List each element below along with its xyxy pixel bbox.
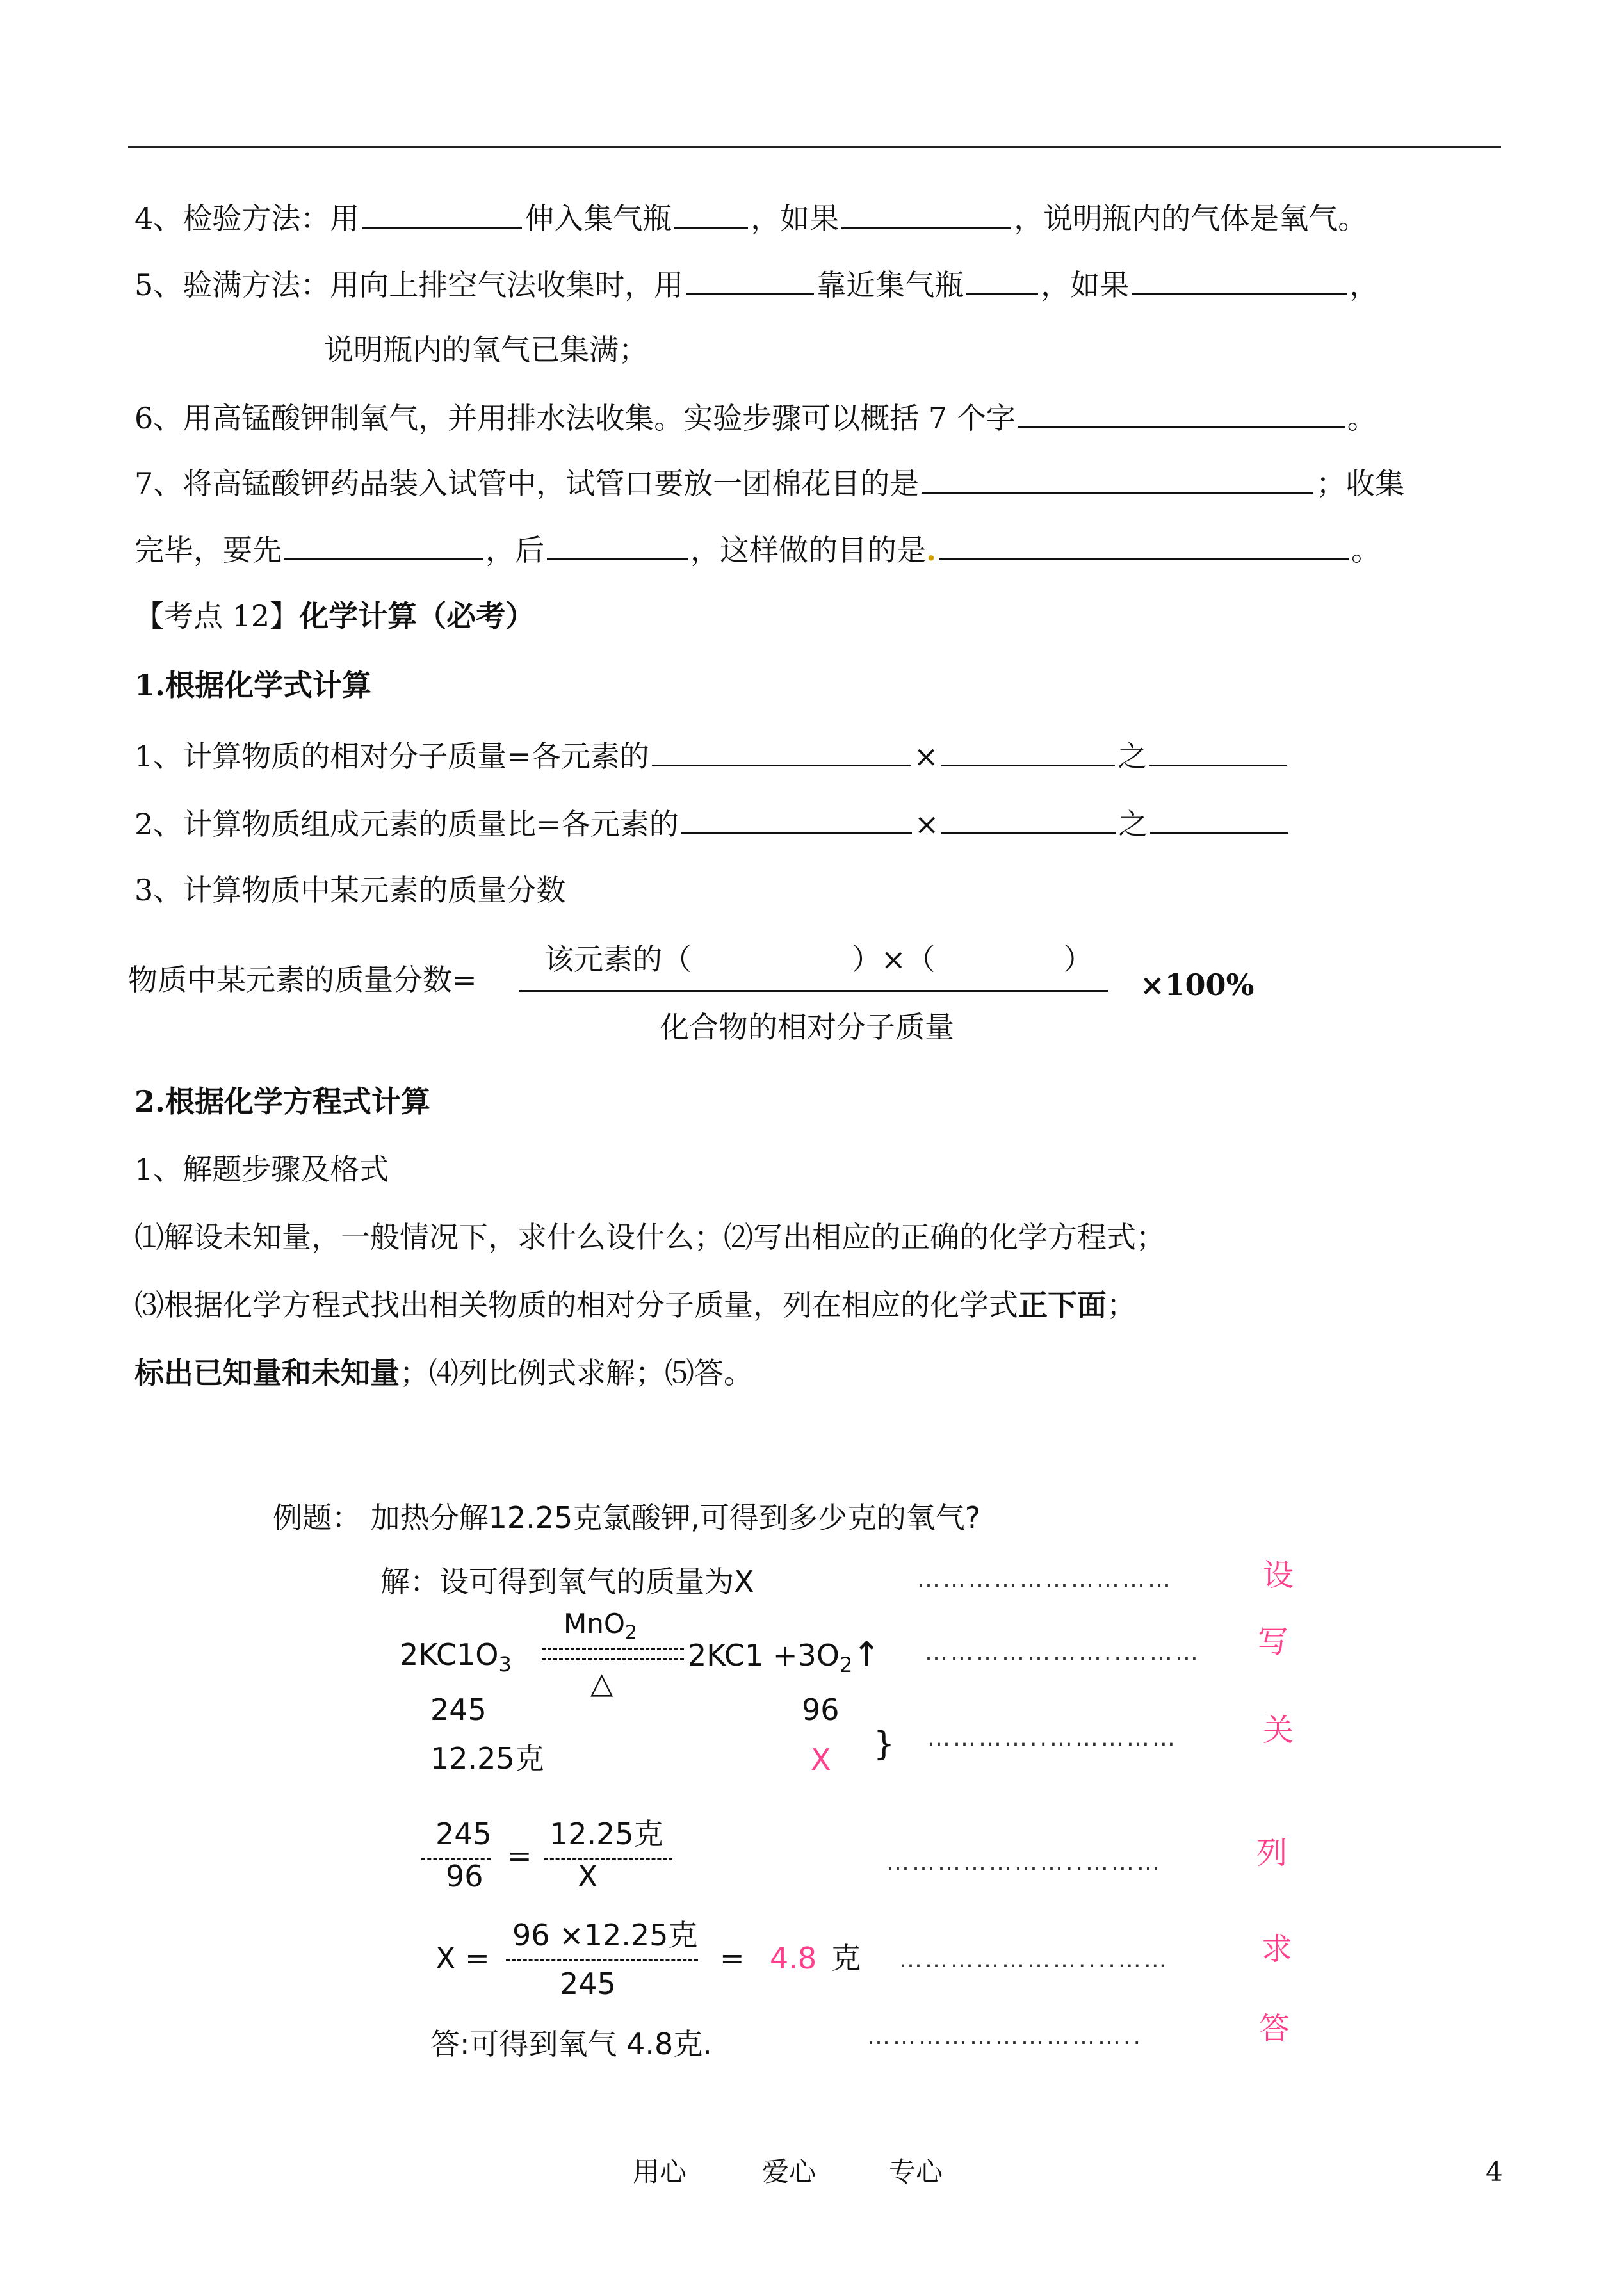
fraction-numerator xyxy=(544,940,1093,978)
solve-numerator: 96 ×12.25克 xyxy=(512,1918,698,1952)
text: 5、验满方法：用向上排空气法收集时，用 xyxy=(134,268,684,302)
solve-bar xyxy=(506,1959,698,1961)
subscript: 2 xyxy=(624,1621,638,1644)
blank xyxy=(686,264,814,295)
mark-relate: 关 xyxy=(1263,1712,1294,1748)
example-question: 例题： 加热分解12.25克氯酸钾,可得到多少克的氧气? xyxy=(273,1500,981,1535)
text: 2KC1O xyxy=(400,1637,499,1672)
brace: } xyxy=(873,1725,895,1764)
eq-left xyxy=(400,1637,512,1682)
s1-item-2 xyxy=(134,803,1290,843)
section-1-title: 1.根据化学式计算 xyxy=(134,668,372,702)
text: ，后 xyxy=(485,533,544,567)
blank xyxy=(284,529,483,560)
text: 【考点 12】 xyxy=(134,599,300,633)
mass-kclo3: 245 xyxy=(430,1692,487,1727)
s2-step-1-2: ⑴解设未知量，一般情况下，求什么设什么；⑵写出相应的正确的化学方程式； xyxy=(134,1220,1165,1254)
text: ；收集 xyxy=(1316,466,1405,501)
leader-1: ………………………… xyxy=(917,1566,1173,1593)
text: 伸入集气瓶 xyxy=(524,201,672,236)
text: 。 xyxy=(1347,401,1377,435)
blank xyxy=(1018,397,1345,428)
leader-2: …………………..……… xyxy=(925,1639,1201,1666)
text: ，如果 xyxy=(751,201,840,236)
blank xyxy=(841,197,1011,229)
text: ； xyxy=(1107,1288,1136,1322)
text: ）×（ xyxy=(852,942,936,977)
text: ，说明瓶内的气体是氧气。 xyxy=(1014,201,1368,236)
mass-o2: 96 xyxy=(802,1692,840,1727)
mark-list: 列 xyxy=(1256,1835,1288,1871)
subscript: 2 xyxy=(839,1653,853,1678)
leader-6: ………………………….. xyxy=(867,2023,1143,2050)
text: ⑶根据化学方程式找出相关物质的相对分子质量，列在相应的化学式 xyxy=(134,1288,1018,1322)
blank xyxy=(547,529,688,560)
footer-zhuanxin: 专心 xyxy=(889,2156,943,2187)
item-4-test-method xyxy=(134,197,1367,238)
step-let: 解：设可得到氧气的质量为X xyxy=(380,1564,754,1599)
text: 4、检验方法：用 xyxy=(134,201,360,236)
text: 2、计算物质组成元素的质量比=各元素的 xyxy=(134,807,679,841)
text: ， xyxy=(1349,268,1379,302)
text: MnO xyxy=(564,1608,625,1639)
text: ，如果 xyxy=(1041,268,1130,302)
mass-fraction-label: 物质中某元素的质量分数= xyxy=(128,962,477,997)
text: 正下面 xyxy=(1018,1288,1107,1322)
footer-yongxin: 用心 xyxy=(633,2156,687,2187)
fraction-denominator: 化合物的相对分子质量 xyxy=(660,1010,954,1044)
solve-value: 4.8 xyxy=(770,1941,817,1975)
prop-den-2: X xyxy=(578,1859,598,1894)
blank xyxy=(922,462,1313,494)
blank xyxy=(939,529,1349,560)
kp12-title xyxy=(134,597,535,635)
leader-4: …………………..……… xyxy=(886,1849,1162,1876)
eq-heat: △ xyxy=(590,1666,613,1700)
leader-5: …………………....…… xyxy=(899,1947,1169,1973)
fraction-bar xyxy=(519,990,1108,992)
text: 靠近集气瓶 xyxy=(816,268,964,302)
footer-aixin: 爱心 xyxy=(762,2156,816,2187)
s2-step-3 xyxy=(134,1286,1136,1324)
mark-write: 写 xyxy=(1258,1624,1289,1660)
eq-bar-top xyxy=(542,1648,684,1650)
blank xyxy=(1132,264,1347,295)
eq-catalyst xyxy=(564,1606,637,1651)
s2-step-3-cont xyxy=(134,1354,753,1392)
s1-item-1 xyxy=(134,735,1290,775)
item-7-continuation xyxy=(134,529,1381,569)
leader-3: …………..…………… xyxy=(927,1725,1178,1751)
arrow: ↑ xyxy=(852,1635,881,1674)
blank xyxy=(1150,803,1288,834)
dot-mark: . xyxy=(926,533,937,567)
solve-denominator: 245 xyxy=(560,1967,616,2001)
prop-num-2: 12.25克 xyxy=(549,1817,663,1851)
text: 该元素的（ xyxy=(544,942,692,977)
text: ） xyxy=(1063,942,1093,977)
solve-equals: = xyxy=(720,1941,745,1975)
text: 7、将高锰酸钾药品装入试管中，试管口要放一团棉花目的是 xyxy=(134,466,920,501)
mark-solve: 求 xyxy=(1262,1931,1293,1967)
text: 之 xyxy=(1117,739,1148,774)
mark-set: 设 xyxy=(1263,1557,1294,1593)
item-7-cotton xyxy=(134,462,1404,503)
subscript: 3 xyxy=(498,1652,512,1677)
mark-answer: 答 xyxy=(1259,2011,1290,2047)
blank xyxy=(681,803,912,834)
section-2-title: 2.根据化学方程式计算 xyxy=(134,1084,431,1119)
page-number: 4 xyxy=(1486,2156,1503,2187)
solve-x: X = xyxy=(435,1941,490,1975)
prop-equals: = xyxy=(507,1838,532,1873)
prop-den-1: 96 xyxy=(446,1859,483,1894)
blank xyxy=(1149,735,1287,766)
text: × xyxy=(914,807,939,841)
text: 标出已知量和未知量 xyxy=(134,1356,400,1390)
text: ，这样做的目的是 xyxy=(690,533,926,567)
text: 1、计算物质的相对分子质量=各元素的 xyxy=(134,739,649,774)
text: ；⑷列比例式求解；⑸答。 xyxy=(400,1356,753,1390)
blank xyxy=(674,197,748,229)
eq-bar-bottom xyxy=(542,1658,684,1660)
text: × xyxy=(913,739,939,774)
s1-item-3: 3、计算物质中某元素的质量分数 xyxy=(134,873,566,907)
blank xyxy=(966,264,1038,295)
unknown-x: X xyxy=(811,1742,831,1777)
prop-num-1: 245 xyxy=(435,1817,492,1851)
text: 之 xyxy=(1118,807,1148,841)
text: 2KC1 +3O xyxy=(688,1638,840,1673)
header-rule xyxy=(128,146,1501,148)
solve-unit: 克 xyxy=(831,1941,861,1975)
text: 6、用高锰酸钾制氧气，并用排水法收集。实验步骤可以概括 7 个字 xyxy=(134,401,1016,435)
prop-bar-2 xyxy=(544,1858,672,1860)
item-6-kmno4-steps xyxy=(134,397,1377,437)
text: 完毕，要先 xyxy=(134,533,282,567)
times-100-percent: ×100% xyxy=(1140,968,1255,1002)
item-5-continuation: 说明瓶内的氧气已集满； xyxy=(324,332,648,367)
item-5-full-check xyxy=(134,264,1379,304)
blank xyxy=(362,197,522,229)
s2-item-1: 1、解题步骤及格式 xyxy=(134,1152,389,1187)
text: 化学计算（必考） xyxy=(299,599,535,633)
blank xyxy=(652,735,911,766)
known-mass: 12.25克 xyxy=(430,1741,544,1776)
text: 。 xyxy=(1351,533,1381,567)
blank xyxy=(941,735,1115,766)
blank xyxy=(941,803,1116,834)
eq-right xyxy=(688,1637,881,1683)
answer: 答:可得到氧气 4.8克. xyxy=(430,2027,712,2061)
